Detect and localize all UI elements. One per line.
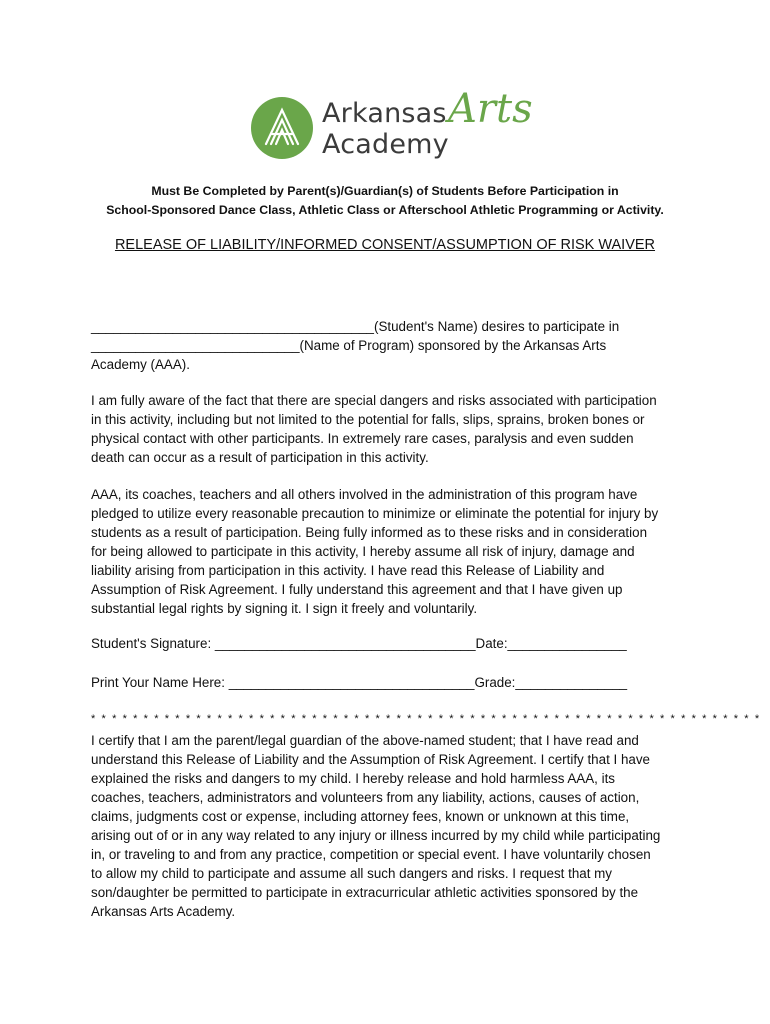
paragraph-line: Arkansas Arts Academy. (91, 904, 236, 919)
risk-awareness-paragraph (91, 391, 691, 467)
paragraph-line: in this activity, including but not limited to the potential for falls, slips, sprains, broken bones or (91, 412, 645, 427)
assumption-of-risk-paragraph (91, 485, 691, 618)
paragraph-line: Assumption of Risk Agreement. I fully understand this agreement and that I have given up (91, 582, 623, 597)
paragraph-line: I am fully aware of the fact that there are special dangers and risks associated with participation (91, 393, 657, 408)
paragraph-line: ______________________________________(Student's Name) desires to participate in (91, 319, 620, 334)
document-title: RELEASE OF LIABILITY/INFORMED CONSENT/ASSUMPTION OF RISK WAIVER (114, 237, 656, 253)
print-name-line[interactable]: Print Your Name Here: _________________________________Grade:_______________ (91, 675, 628, 690)
paragraph-line: death can occur as a result of participation in this activity. (91, 450, 429, 465)
paragraph-line: for being allowed to participate in this activity, I hereby assume all risk of injury, damage and (91, 544, 635, 559)
instruction-line-1: Must Be Completed by Parent(s)/Guardian(s) of Students Before Participation in (151, 184, 619, 198)
guardian-certification-paragraph (91, 731, 691, 921)
paragraph-line: AAA, its coaches, teachers and all others involved in the administration of this program have (91, 487, 638, 502)
paragraph-line: in, or traveling to and from any practice, competition or special event. I have voluntarily chosen (91, 847, 651, 862)
paragraph-line: physical contact with other participants. In extremely rare cases, paralysis and even sudden (91, 431, 634, 446)
paragraph-line: substantial legal rights by signing it. I sign it freely and voluntarily. (91, 601, 478, 616)
paragraph-line: ____________________________(Name of Program) sponsored by the Arkansas Arts (91, 338, 607, 353)
arkansas-arts-a-circle-icon (250, 96, 314, 160)
paragraph-line: to allow my child to participate and assume all such dangers and risks. I request that my (91, 866, 612, 881)
logo-text-academy: Academy (322, 129, 449, 160)
logo-text-arkansas: Arkansas (322, 98, 447, 129)
paragraph-line: students as a result of participation. Being fully informed as to these risks and in consideration (91, 525, 648, 540)
paragraph-line: coaches, teachers, administrators and volunteers from any liability, actions, causes of action, (91, 790, 640, 805)
student-signature-line[interactable]: Student's Signature: ___________________________________Date:________________ (91, 636, 627, 651)
participation-paragraph (91, 317, 691, 374)
paragraph-line: I certify that I am the parent/legal guardian of the above-named student; that I have read and (91, 733, 639, 748)
paragraph-line: explained the risks and dangers to my child. I hereby release and hold harmless AAA, its (91, 771, 616, 786)
paragraph-line: arising out of or in any way related to any injury or illness incurred by my child while participating (91, 828, 661, 843)
paragraph-line: claims, judgments cost or expense, including attorney fees, known or unknown at this time, (91, 809, 630, 824)
paragraph-line: Academy (AAA). (91, 357, 190, 372)
paragraph-line: pledged to utilize every reasonable precaution to minimize or eliminate the potential for injury by (91, 506, 659, 521)
instruction-line-2: School-Sponsored Dance Class, Athletic Class or Afterschool Athletic Programming or Activity. (106, 203, 664, 217)
arkansas-arts-academy-logo (250, 86, 533, 164)
logo-text-arts: Arts (448, 86, 533, 132)
paragraph-line: understand this Release of Liability and the Assumption of Risk Agreement. I certify that I have (91, 752, 650, 767)
paragraph-line: son/daughter be permitted to participate in extracurricular athletic activities sponsored by the (91, 885, 639, 900)
paragraph-line: liability arising from participation in this activity. I have read this Release of Liability and (91, 563, 605, 578)
section-separator: * * * * * * * * * * * * * * * * * * * * * * * * * * * * * * * * * * * * * * * * * * * * * * * * * * * * * * * * * * * * * * * * (91, 713, 761, 725)
